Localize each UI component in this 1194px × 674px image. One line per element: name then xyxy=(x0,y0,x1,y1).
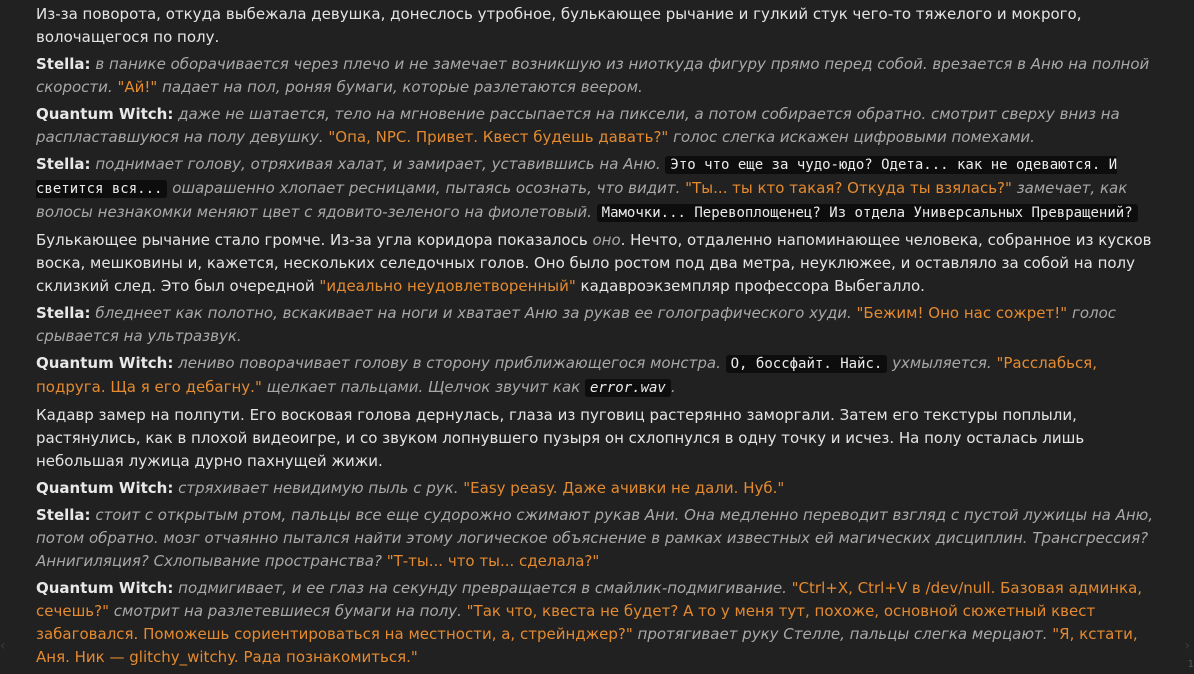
previous-arrow-icon[interactable]: ‹ xyxy=(0,638,6,654)
narration-text: Из-за поворота, откуда выбежала девушка, донеслось утробное, булькающее рычание и гулкий стук чего-то тяжелого и мокрого, волочащегося по полу. xyxy=(36,5,1082,46)
message-paragraph xyxy=(36,477,1166,500)
message-paragraph xyxy=(36,153,1166,225)
message-paragraph xyxy=(36,103,1166,149)
action-text: голос слегка искажен цифровыми помехами. xyxy=(673,128,1035,146)
thought-code: Это что еще за чудо-юдо? Одета... как не одеваются. И светится вся... xyxy=(36,157,1118,197)
action-text: смотрит на разлетевшиеся бумаги на полу. xyxy=(113,602,462,620)
narration-text xyxy=(721,354,726,372)
action-text: падает на пол, роняя бумаги, которые разлетаются веером. xyxy=(162,78,643,96)
action-text: в панике оборачивается через плечо и не замечает возникшую из ниоткуда фигуру прямо перед собой. врезается в Аню на полной скорости. xyxy=(36,55,1150,96)
speech-text: "Easy peasy. Даже ачивки не дали. Нуб." xyxy=(463,479,785,497)
action-text: подмигивает, и ее глаз на секунду превращается в смайлик-подмигивание. xyxy=(178,579,787,597)
speaker-name: Quantum Witch: xyxy=(36,579,174,597)
action-text: голос срывается на ультразвук. xyxy=(36,304,1117,345)
action-text: ошарашенно хлопает ресницами, пытаясь осознать, что видит. xyxy=(172,179,681,197)
message-content xyxy=(36,3,1166,673)
speech-text: "Ctrl+X, Ctrl+V в /dev/null. Базовая админка, сечешь?" xyxy=(36,579,1143,620)
message-paragraph xyxy=(36,404,1166,473)
action-text: поднимает голову, отряхивая халат, и замирает, уставившись на Аню. xyxy=(95,155,661,173)
speech-text: "Ай!" xyxy=(117,78,158,96)
speaker-name: Quantum Witch: xyxy=(36,479,174,497)
speech-text: "Расслабься, подруга. Ща я его дебагну." xyxy=(36,354,1097,396)
speaker-name: Stella: xyxy=(36,304,91,322)
thought-code: Мамочки... Перевоплощенец? Из отдела Универсальных Превращений? xyxy=(597,204,1138,222)
action-text: стоит с открытым ртом, пальцы все еще судорожно сжимают рукав Ани. Она медленно переводит взгляд с пустой лужицы на Аню, потом обратно. мозг отчаянно пытался найти этому логическое объяснение в рамках известных ей магических дисциплин. Трансгрессия? Аннигиляция? Схлопывание пространства? xyxy=(36,506,1154,570)
speaker-name: Stella: xyxy=(36,155,91,173)
speech-text: "Бежим! Оно нас сожрет!" xyxy=(856,304,1068,322)
action-text: ухмыляется. xyxy=(892,354,992,372)
action-text: стряхивает невидимую пыль с рук. xyxy=(178,479,459,497)
thought-code: О, боссфайт. Найс. xyxy=(726,355,888,373)
speech-text: "Так что, квеста не будет? А то у меня тут, похоже, основной сюжетный квест забаговался. Поможешь сориентироваться на местности, а, стрейнджер?" xyxy=(36,602,1096,643)
narration-text: Булькающее рычание стало громче. Из-за угла коридора показалось xyxy=(36,231,593,249)
action-text: бледнеет как полотно, вскакивает на ноги и хватает Аню за рукав ее голографического худи. xyxy=(95,304,852,322)
speech-text: "Опа, NPC. Привет. Квест будешь давать?" xyxy=(328,128,669,146)
narration-text xyxy=(592,203,597,221)
action-text: оно xyxy=(592,231,621,249)
message-paragraph xyxy=(36,302,1166,348)
action-text: . xyxy=(670,378,676,396)
action-text: даже не шатается, тело на мгновение рассыпается на пиксели, а потом собирается обратно. смотрит сверху вниз на распластавшуюся на полу девушку. xyxy=(36,105,1120,146)
action-text: протягивает руку Стелле, пальцы слегка мерцают. xyxy=(637,625,1048,643)
speech-text: "Я, кстати, Аня. Ник — glitchy_witchy. Рада познакомиться." xyxy=(36,625,1138,666)
speech-text: "Т-ты... что ты... сделала?" xyxy=(386,552,600,570)
message-paragraph xyxy=(36,3,1166,49)
narration-text: кадавроэкземпляр профессора Выбегалло. xyxy=(575,277,925,295)
speech-text: "идеально неудовлетворенный" xyxy=(319,277,576,295)
speaker-name: Quantum Witch: xyxy=(36,354,174,372)
message-paragraph xyxy=(36,53,1166,99)
message-paragraph xyxy=(36,504,1166,573)
next-arrow-icon[interactable]: › xyxy=(1184,638,1190,654)
message-paragraph xyxy=(36,229,1166,298)
speaker-name: Stella: xyxy=(36,506,91,524)
action-text: щелкает пальцами. Щелчок звучит как xyxy=(266,378,581,396)
page-number: 1 xyxy=(1187,659,1194,670)
message-paragraph xyxy=(36,577,1166,669)
message-paragraph xyxy=(36,352,1166,400)
narration-text: Кадавр замер на полпути. Его восковая голова дернулась, глаза из пуговиц растерянно заморгали. Затем его текстуры поплыли, растянулись, как в плохой видеоигре, и со звуком лопнувшего пузыря он схлопнулся в одну точку и исчез. На полу осталась лишь небольшая лужица дурно пахнущей жижи. xyxy=(36,406,1085,470)
speaker-name: Quantum Witch: xyxy=(36,105,174,123)
speaker-name: Stella: xyxy=(36,55,91,73)
inline-code: error.wav xyxy=(585,379,671,397)
action-text: лениво поворачивает голову в сторону приближающегося монстра. xyxy=(178,354,721,372)
narration-text: . Нечто, отдаленно напоминающее человека, собранное из кусков воска, мешковины и, кажется, нескольких селедочных голов. Оно было ростом под два метра, неуклюжее, и оставляло за собой на полу склизкий след. Это был очередной xyxy=(36,231,1152,295)
action-text: замечает, как волосы незнакомки меняют цвет с ядовито-зеленого на фиолетовый. xyxy=(36,179,1128,221)
speech-text: "Ты... ты кто такая? Откуда ты взялась?" xyxy=(685,179,1012,197)
